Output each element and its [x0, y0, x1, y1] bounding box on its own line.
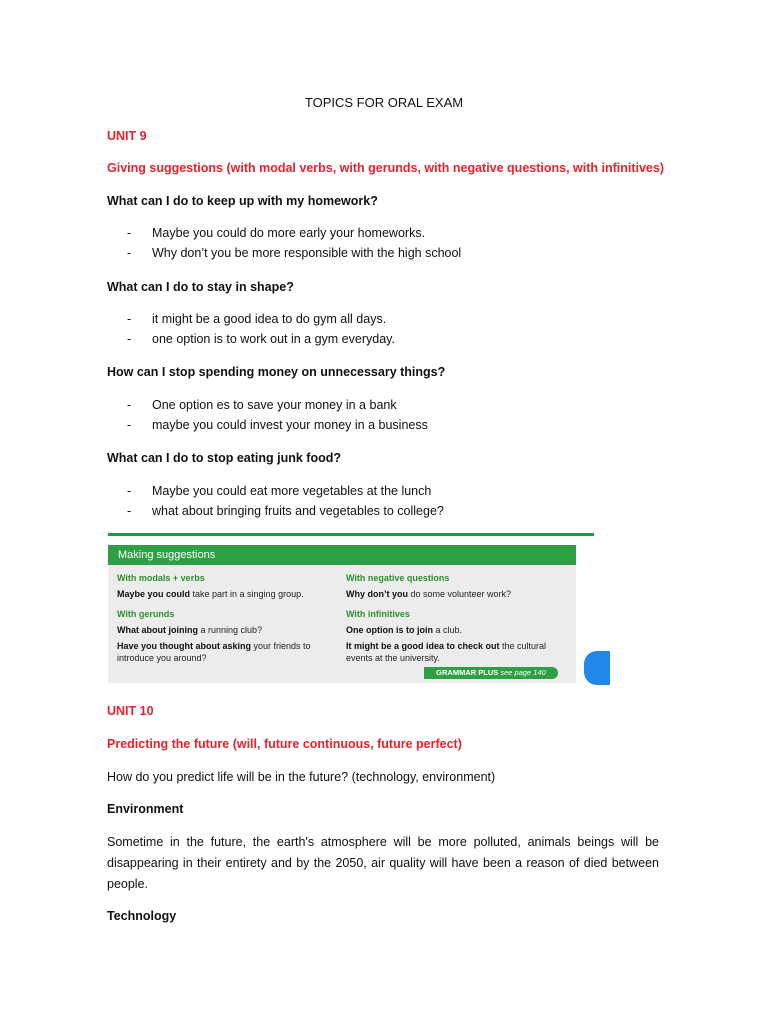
list-item: - Maybe you could do more early your homeworks. — [127, 225, 461, 245]
grammar-example: Have you thought about asking your friends to — [117, 641, 311, 651]
environment-heading: Environment — [107, 802, 184, 816]
grammar-example-cont: introduce you around? — [117, 653, 207, 663]
technology-heading: Technology — [107, 909, 177, 923]
grammar-box-rule — [108, 533, 594, 536]
list-item: - it might be a good idea to do gym all days. — [127, 311, 395, 331]
list-item: - One option es to save your money in a bank — [127, 397, 428, 417]
grammar-example: It might be a good idea to check out the cultural — [346, 641, 547, 651]
list-item: - one option is to work out in a gym everyday. — [127, 331, 395, 351]
answers-1 — [127, 225, 461, 265]
grammar-sub-infinitives: With infinitives — [346, 609, 410, 619]
unit10-topic: Predicting the future (will, future continuous, future perfect) — [107, 737, 462, 751]
question-1: What can I do to keep up with my homework? — [107, 194, 378, 208]
grammar-sub-gerunds: With gerunds — [117, 609, 175, 619]
list-item: - Maybe you could eat more vegetables at the lunch — [127, 483, 444, 503]
answers-3 — [127, 397, 428, 437]
answers-2 — [127, 311, 395, 351]
question-3: How can I stop spending money on unnecessary things? — [107, 365, 446, 379]
grammar-box-body — [108, 565, 576, 683]
grammar-example-cont: events at the university. — [346, 653, 440, 663]
unit9-topic: Giving suggestions (with modal verbs, with gerunds, with negative questions, with infinitives) — [107, 161, 665, 175]
grammar-sub-negative: With negative questions — [346, 573, 450, 583]
list-item: - what about bringing fruits and vegetables to college? — [127, 503, 444, 523]
answers-4 — [127, 483, 444, 523]
grammar-example: One option is to join a club. — [346, 625, 463, 635]
question-2: What can I do to stay in shape? — [107, 280, 294, 294]
unit9-label: UNIT 9 — [107, 129, 147, 143]
page-title: TOPICS FOR ORAL EXAM — [304, 95, 464, 110]
grammar-box — [108, 533, 594, 687]
grammar-sub-modals: With modals + verbs — [117, 573, 205, 583]
grammar-box-header: Making suggestions — [108, 545, 576, 565]
grammar-example: Maybe you could take part in a singing group. — [117, 589, 304, 599]
page-tab-marker — [584, 651, 610, 685]
grammar-plus-badge: GRAMMAR PLUS see page 140 — [424, 667, 558, 679]
list-item: - Why don’t you be more responsible with the high school — [127, 245, 461, 265]
grammar-example: Why don’t you do some volunteer work? — [346, 589, 512, 599]
unit10-label: UNIT 10 — [107, 704, 154, 718]
environment-paragraph: Sometime in the future, the earth's atmosphere will be more polluted, animals beings will be disappearing in their entirety and by the 2050, air quality will have been a reason of died between people. — [107, 835, 659, 891]
unit10-question: How do you predict life will be in the future? (technology, environment) — [107, 770, 496, 784]
question-4: What can I do to stop eating junk food? — [107, 451, 342, 465]
grammar-example: What about joining a running club? — [117, 625, 263, 635]
list-item: - maybe you could invest your money in a business — [127, 417, 428, 437]
